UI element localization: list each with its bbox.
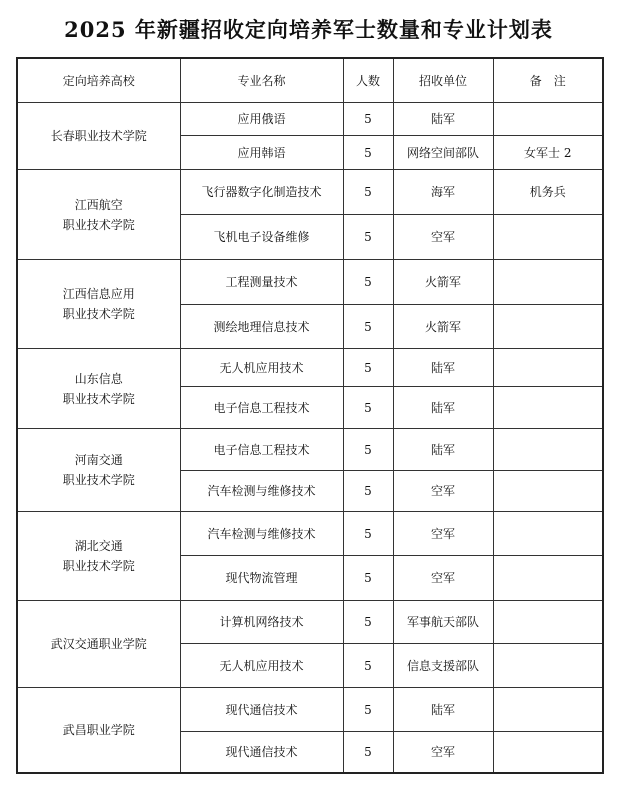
count-cell: 5 [343, 601, 393, 644]
note-cell [493, 512, 603, 556]
school-name-line: 职业技术学院 [62, 559, 135, 573]
unit-cell: 空军 [393, 471, 493, 512]
major-cell: 汽车检测与维修技术 [180, 512, 343, 556]
unit-cell: 空军 [393, 215, 493, 260]
table-row [17, 260, 603, 305]
unit-cell: 海军 [393, 170, 493, 215]
major-cell: 应用俄语 [180, 103, 343, 136]
note-cell: 女军士 2 [493, 136, 603, 170]
school-name-line: 武昌职业学院 [62, 722, 135, 737]
note-cell [493, 429, 603, 471]
major-cell: 计算机网络技术 [180, 601, 343, 644]
school-name-cell [17, 103, 180, 170]
table-row [17, 688, 603, 732]
page-title: 2025 年新疆招收定向培养军士数量和专业计划表 [64, 17, 553, 42]
major-cell: 现代通信技术 [180, 688, 343, 732]
school-name-line: 江西信息应用 [62, 287, 135, 301]
unit-cell: 空军 [393, 732, 493, 773]
count-cell: 5 [343, 471, 393, 512]
count-cell: 5 [343, 349, 393, 387]
note-cell [493, 688, 603, 732]
table-row [17, 429, 603, 471]
unit-cell: 陆军 [393, 103, 493, 136]
note-cell [493, 644, 603, 688]
major-cell: 现代物流管理 [180, 556, 343, 601]
major-cell: 测绘地理信息技术 [180, 305, 343, 349]
header-count: 人数 [343, 58, 393, 103]
school-name-line: 湖北交通 [74, 539, 123, 553]
major-cell: 汽车检测与维修技术 [180, 471, 343, 512]
plan-table [16, 57, 604, 774]
school-name-line: 职业技术学院 [62, 217, 135, 232]
school-name-cell [17, 601, 180, 688]
count-cell: 5 [343, 429, 393, 471]
table-row [17, 601, 603, 644]
school-name-line: 职业技术学院 [62, 473, 135, 487]
unit-cell: 陆军 [393, 429, 493, 471]
note-cell [493, 103, 603, 136]
note-cell [493, 732, 603, 773]
major-cell: 工程测量技术 [180, 260, 343, 305]
count-cell: 5 [343, 644, 393, 688]
header-school: 定向培养高校 [17, 58, 180, 103]
note-cell [493, 349, 603, 387]
count-cell: 5 [343, 136, 393, 170]
table-row [17, 170, 603, 215]
unit-cell: 陆军 [393, 349, 493, 387]
note-cell [493, 556, 603, 601]
school-name-cell [17, 512, 180, 601]
count-cell: 5 [343, 103, 393, 136]
major-cell: 无人机应用技术 [180, 349, 343, 387]
school-name-cell [17, 429, 180, 512]
note-cell [493, 215, 603, 260]
count-cell: 5 [343, 732, 393, 773]
count-cell: 5 [343, 556, 393, 601]
count-cell: 5 [343, 260, 393, 305]
note-cell [493, 601, 603, 644]
header-unit: 招收单位 [393, 58, 493, 103]
note-cell [493, 260, 603, 305]
unit-cell: 火箭军 [393, 260, 493, 305]
school-name-line: 职业技术学院 [62, 307, 135, 321]
major-cell: 飞行器数字化制造技术 [180, 170, 343, 215]
major-cell: 电子信息工程技术 [180, 387, 343, 429]
major-cell: 电子信息工程技术 [180, 429, 343, 471]
table-row [17, 512, 603, 556]
major-cell: 现代通信技术 [180, 732, 343, 773]
school-name-line: 武汉交通职业学院 [50, 637, 147, 651]
count-cell: 5 [343, 512, 393, 556]
unit-cell: 网络空间部队 [393, 136, 493, 170]
school-name-cell [17, 260, 180, 349]
note-cell [493, 387, 603, 429]
count-cell: 5 [343, 215, 393, 260]
major-cell: 飞机电子设备维修 [180, 215, 343, 260]
unit-cell: 陆军 [393, 387, 493, 429]
school-name-line: 长春职业技术学院 [50, 129, 147, 143]
unit-cell: 空军 [393, 556, 493, 601]
unit-cell: 信息支援部队 [393, 644, 493, 688]
count-cell: 5 [343, 688, 393, 732]
note-cell [493, 305, 603, 349]
school-name-cell [17, 688, 180, 773]
count-cell: 5 [343, 387, 393, 429]
plan-body [17, 103, 603, 773]
note-cell [493, 471, 603, 512]
school-name-line: 江西航空 [74, 197, 123, 212]
school-name-cell [17, 349, 180, 429]
count-cell: 5 [343, 305, 393, 349]
major-cell: 无人机应用技术 [180, 644, 343, 688]
note-cell: 机务兵 [493, 170, 603, 215]
table-row [17, 103, 603, 136]
school-name-line: 山东信息 [74, 371, 123, 386]
table-row [17, 349, 603, 387]
header-note: 备 注 [493, 58, 603, 103]
unit-cell: 军事航天部队 [393, 601, 493, 644]
school-name-line: 河南交通 [74, 453, 123, 467]
header-row [17, 58, 603, 103]
header-major: 专业名称 [180, 58, 343, 103]
unit-cell: 陆军 [393, 688, 493, 732]
major-cell: 应用韩语 [180, 136, 343, 170]
unit-cell: 火箭军 [393, 305, 493, 349]
count-cell: 5 [343, 170, 393, 215]
school-name-line: 职业技术学院 [62, 391, 135, 406]
school-name-cell [17, 170, 180, 260]
unit-cell: 空军 [393, 512, 493, 556]
